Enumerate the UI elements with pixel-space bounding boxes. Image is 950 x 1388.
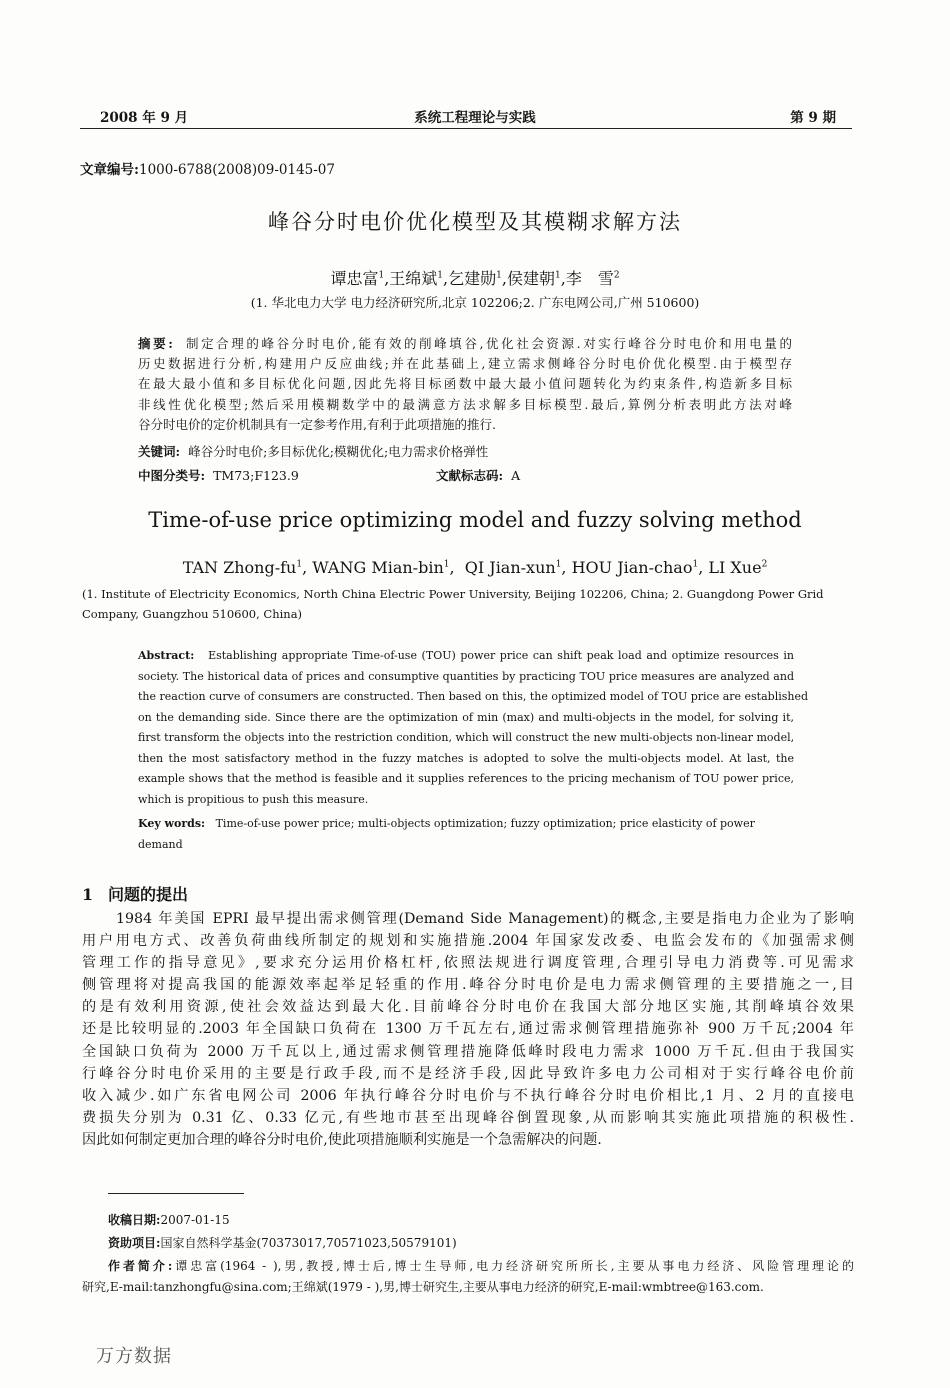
cn-title: 峰谷分时电价优化模型及其模糊求解方法 <box>268 210 682 234</box>
cn-doc-code-label: 文献标志码: <box>436 468 504 483</box>
body-line: 收入减少.如广东省电网公司 2006 年执行峰谷分时电价与不执行峰谷分时电价相比,1 月、2 月的直接电 <box>82 1087 854 1104</box>
body-line: 全国缺口负荷为 2000 万千瓦以上,通过需求侧管理措施降低峰时段电力需求 1000 万千瓦.但由于我国实 <box>82 1043 854 1060</box>
body-line: 还是比较明显的.2003 年全国缺口负荷在 1300 万千瓦左右,通过需求侧管理措施弥补 900 万千瓦;2004 年 <box>82 1021 854 1038</box>
cn-keywords-value: 峰谷分时电价;多目标优化;模糊优化;电力需求价格弹性 <box>188 444 489 459</box>
cn-abstract-line: 在最大最小值和多目标优化问题,因此先将目标函数中最大最小值问题转化为约束条件,构造新多目标 <box>138 376 792 392</box>
cn-author: 李 雪 <box>565 269 614 288</box>
en-author-sup: 1 <box>555 559 562 570</box>
en-abstract-line: on the demanding side. Since there are the optimization of min (max) and multi-objects in the model, for solving it, <box>138 710 794 724</box>
footnote-received-label: 收稿日期: <box>108 1213 161 1227</box>
en-abstract-label: Abstract: <box>138 649 195 662</box>
en-keywords-label: Key words: <box>138 817 206 830</box>
en-abstract-line: then the most satisfactory method in the fuzzy matches is adopted to solve the multi-objects model. At last, the <box>138 751 794 765</box>
section-number: 1 <box>82 885 94 904</box>
cn-author: 乞建勋 <box>448 269 497 288</box>
cn-abstract <box>138 334 792 435</box>
body-line: 行峰谷分时电价采用的主要是行政手段,而不是经济手段,因此导致许多电力公司相对于实行峰谷电价前 <box>82 1065 854 1082</box>
en-author-sup: 1 <box>296 559 303 570</box>
section-body <box>82 908 854 1151</box>
en-authors: TAN Zhong-$fu^1$, WANG Mian-bin$^1$, QI Jian-xun$^1$, HOU Jian-chao$^1$, LI Xue$^2$ <box>182 558 768 577</box>
footnote-author-label: 作者简介: <box>108 1259 173 1273</box>
cn-doc-code-value: A <box>511 468 521 483</box>
wanfang-watermark: 万方数据 <box>96 1346 172 1367</box>
en-keywords <box>138 814 794 855</box>
en-affiliation: (1. Institute of Electricity Economics, North China Electric Power University, Beijing 102206, China; 2. Guangdong Power Grid Company, Guangzhou 510600, China) <box>82 587 824 621</box>
body-line: 1984 年美国 EPRI 最早提出需求侧管理(Demand Side Management)的概念,主要是指电力企业为了影响 <box>116 911 854 927</box>
body-line: 的是有效利用资源,使社会效益达到最大化.目前峰谷分时电价在我国大部分地区实施,其削峰填谷效果 <box>82 999 854 1016</box>
cn-abstract-line: 谷分时电价的定价机制具有一定参考作用,有利于此项措施的推行. <box>138 416 496 432</box>
header-date: 2008 年 9 月 <box>100 110 189 126</box>
footnote-author-line <box>82 1256 854 1277</box>
cn-keywords-label: 关键词: <box>138 444 181 459</box>
body-line: 因此如何制定更加合理的峰谷分时电价,使此项措施顺利实施是一个急需解决的问题. <box>82 1131 602 1148</box>
en-author: HOU Jian-chao <box>571 558 693 577</box>
cn-affiliation: (1. 华北电力大学 电力经济研究所,北京 102206;2. 广东电网公司,广州 510600) <box>250 295 700 310</box>
cn-author: 侯建朝 <box>506 269 555 288</box>
article-number-label: 文章编号: <box>80 162 139 178</box>
en-author: WANG Mian-bin <box>312 558 444 577</box>
cn-author-sup: 2 <box>613 270 620 281</box>
footnote-received <box>108 1210 230 1231</box>
cn-author-sup: 1 <box>496 270 502 281</box>
footnote-funding-value: 国家自然科学基金(70373017,70571023,50579101) <box>160 1236 457 1250</box>
cn-abstract-line: 非线性优化模型;然后采用模糊数学中的最满意方法求解多目标模型.最后,算例分析表明此方法对峰 <box>138 396 792 412</box>
cn-abstract-text: 制定合理的峰谷分时电价,能有效的削峰填谷,优化社会资源.对实行峰谷分时电价和用电量的 <box>185 336 792 351</box>
en-author: QI Jian-xun <box>464 558 556 577</box>
en-abstract <box>138 646 809 810</box>
en-abstract-line: example shows that the method is feasible and it supplies references to the pricing mechanism of TOU power price, <box>138 772 794 785</box>
article-number-value: 1000-6788(2008)09-0145-07 <box>138 162 335 178</box>
en-abstract-text: Establishing appropriate Time-of-use (TOU) power price can shift peak load and optimize resources in <box>208 649 794 662</box>
footnote-funding <box>108 1233 457 1254</box>
section-title <box>82 882 188 905</box>
cn-author-sup: 1 <box>378 270 385 281</box>
en-author: TAN Zhong-fu <box>182 558 297 577</box>
body-line: 侧管理将对提高我国的能源效率起举足轻重的作用.峰谷分时电价是电力需求侧管理的主要措施之一,目 <box>82 977 854 994</box>
cn-author: 谭忠富 <box>330 269 379 288</box>
footnote-rule <box>108 1193 244 1194</box>
cn-abstract-line: 历史数据进行分析,构建用户反应曲线;并在此基础上,建立需求侧峰谷分时电价优化模型.由于模型存 <box>138 356 792 372</box>
en-keywords-value: Time-of-use power price; multi-objects optimization; fuzzy optimization; price elasticity of power demand <box>138 817 755 851</box>
section-heading: 问题的提出 <box>108 885 189 904</box>
cn-doc-code <box>436 466 520 484</box>
body-line: 用户用电方式、改善负荷曲线所制定的规划和实施措施.2004 年国家发改委、电监会发布的《加强需求侧 <box>82 933 854 950</box>
cn-author-sup: 1 <box>554 270 561 281</box>
article-number <box>80 158 335 178</box>
cn-classification-value: TM73;F123.9 <box>213 468 299 483</box>
header-rule <box>80 128 852 129</box>
header-journal: 系统工程理论与实践 <box>414 110 536 126</box>
header-issue: 第 9 期 <box>790 110 836 126</box>
en-abstract-line: the reaction curve of consumers are constructed. Then based on this, the optimized model of TOU price are established <box>138 690 809 703</box>
cn-abstract-label: 摘要: <box>138 336 173 351</box>
cn-author-sup: 1 <box>437 270 444 281</box>
footnote-author-line: 研究,E-mail:tanzhongfu@sina.com;王绵斌(1979 - ),男,博士研究生,主要从事电力经济的研究,E-mail:wmbtree@163.com. <box>82 1280 764 1294</box>
footnote-funding-label: 资助项目: <box>108 1236 161 1250</box>
cn-authors: 谭忠富$^1$,王绵斌$^1$,乞建勋$^1$,侯建朝$^1$,李 雪$^2$ <box>330 269 620 288</box>
en-abstract-line: society. The historical data of prices and consumptive quantities by practicing TOU price measures are analyzed and <box>138 669 794 683</box>
en-abstract-line <box>138 646 794 667</box>
body-line: 费损失分别为 0.31 亿、0.33 亿元,有些地市甚至出现峰谷倒置现象,从而影响其实施此项措施的积极性. <box>82 1109 854 1126</box>
cn-abstract-line <box>138 334 792 354</box>
footnote-author-text: 谭忠富(1964 - ),男,教授,博士后,博士生导师,电力经济研究所所长,主要从事电力经济、风险管理理论的 <box>172 1259 854 1273</box>
en-author-sup: 1 <box>443 559 450 570</box>
en-author-sup: 2 <box>761 559 768 570</box>
en-abstract-line: which is propitious to push this measure. <box>138 792 369 806</box>
cn-classification <box>138 466 299 484</box>
footnote-author-intro <box>82 1256 854 1298</box>
cn-keywords <box>138 442 488 460</box>
cn-classification-label: 中图分类号: <box>138 468 206 483</box>
en-title: Time-of-use price optimizing model and fuzzy solving method <box>148 508 802 532</box>
cn-author: 王绵斌 <box>389 269 438 288</box>
body-line: 管理工作的指导意见》,要求充分运用价格杠杆,依照法规进行调度管理,合理引导电力消费等.可见需求 <box>82 955 854 972</box>
en-abstract-line: first transform the objects into the restriction condition, which will construct the new multi-objects non-linear model, <box>138 731 795 744</box>
en-author-sup: 1 <box>692 559 699 570</box>
footnote-received-value: 2007-01-15 <box>160 1213 230 1227</box>
en-author: LI Xue <box>708 558 762 577</box>
